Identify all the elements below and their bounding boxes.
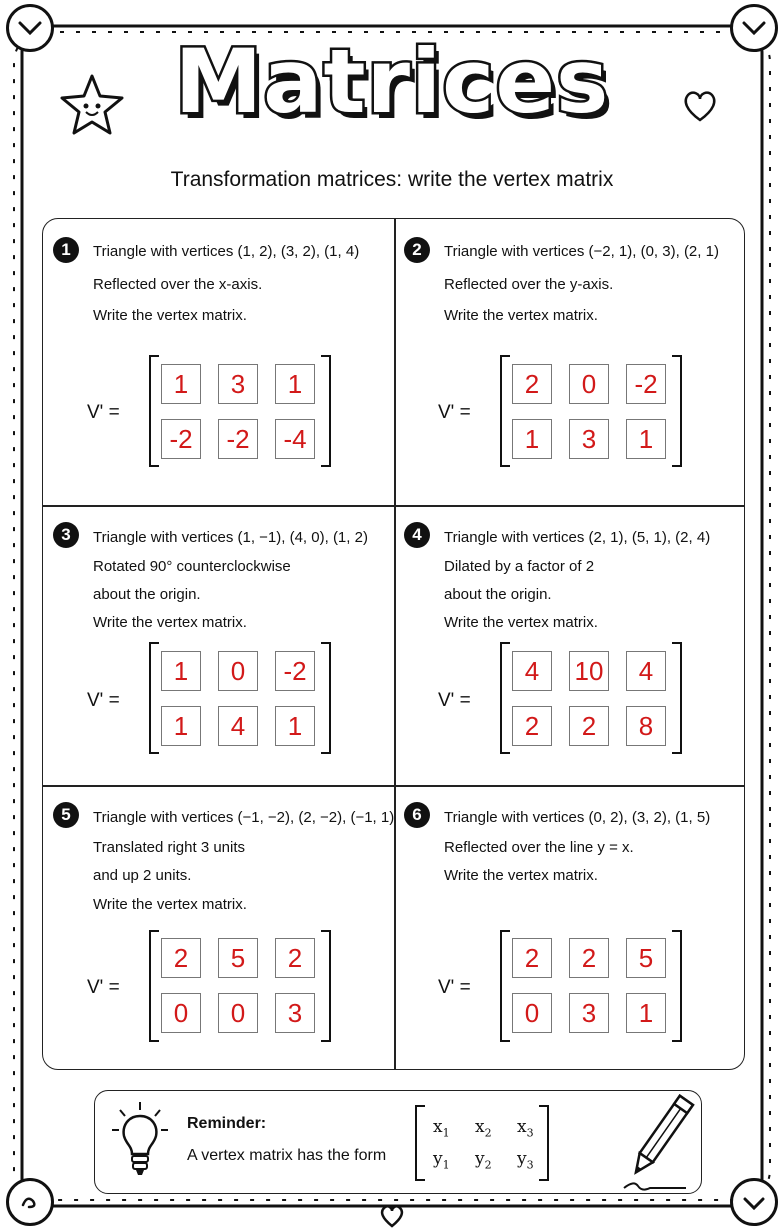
pencil-icon	[620, 1088, 700, 1198]
problem-grid	[42, 218, 745, 1070]
answer-box[interactable]: -2	[626, 364, 666, 404]
problem-text: Reflected over the x-axis.	[93, 276, 263, 293]
left-bracket	[149, 930, 159, 1042]
problem-5	[43, 786, 394, 1070]
problem-text: and up 2 units.	[93, 867, 192, 884]
reminder-text: A vertex matrix has the form	[187, 1147, 387, 1164]
problem-number: 3	[53, 522, 79, 548]
reminder-box	[94, 1090, 702, 1194]
answer-box[interactable]: 2	[569, 938, 609, 978]
problem-4	[394, 506, 745, 785]
problem-number: 4	[404, 522, 430, 548]
answer-box[interactable]: 1	[275, 706, 315, 746]
answer-box[interactable]: 5	[626, 938, 666, 978]
answer-box[interactable]: 1	[626, 419, 666, 459]
problem-text: Translated right 3 units	[93, 839, 246, 856]
answer-box[interactable]: -4	[275, 419, 315, 459]
page-title: Matrices	[174, 30, 610, 133]
answer-box[interactable]: 2	[512, 706, 552, 746]
answer-box[interactable]: 3	[569, 993, 609, 1033]
problem-3	[43, 506, 394, 785]
answer-box[interactable]: 0	[161, 993, 201, 1033]
answer-box[interactable]: 2	[512, 364, 552, 404]
left-bracket	[149, 355, 159, 467]
answer-box[interactable]: -2	[218, 419, 258, 459]
matrix-label: V' =	[87, 977, 120, 998]
left-bracket	[500, 642, 510, 754]
matrix-label: V' =	[87, 402, 120, 423]
matrix-entry: $y_2$	[475, 1149, 492, 1172]
problem-text: about the origin.	[93, 586, 201, 603]
swirl-corner-icon	[730, 1178, 778, 1226]
problem-2	[394, 219, 745, 505]
matrix-entry: $x_3$	[517, 1117, 534, 1140]
problem-text: Triangle with vertices (−2, 1), (0, 3), (2, 1)	[444, 243, 719, 260]
problem-text: Write the vertex matrix.	[444, 614, 598, 631]
right-bracket	[321, 930, 331, 1042]
answer-box[interactable]: 2	[569, 706, 609, 746]
problem-number: 6	[404, 802, 430, 828]
matrix-label: V' =	[438, 690, 471, 711]
problem-text: Triangle with vertices (2, 1), (5, 1), (2, 4)	[444, 529, 711, 546]
left-bracket	[500, 930, 510, 1042]
left-bracket	[500, 355, 510, 467]
problem-text: Triangle with vertices (−1, −2), (2, −2), (−1, 1)	[93, 809, 395, 826]
problem-text: Write the vertex matrix.	[93, 896, 247, 913]
matrix-entry: $y_1$	[433, 1149, 450, 1172]
answer-box[interactable]: 4	[512, 651, 552, 691]
answer-box[interactable]: 1	[161, 651, 201, 691]
matrix-entry: $x_1$	[433, 1117, 450, 1140]
right-bracket	[672, 642, 682, 754]
title-container	[0, 30, 784, 133]
answer-box[interactable]: 0	[569, 364, 609, 404]
problem-number: 2	[404, 237, 430, 263]
answer-box[interactable]: 4	[218, 706, 258, 746]
right-bracket	[672, 930, 682, 1042]
problem-text: Write the vertex matrix.	[444, 307, 598, 324]
answer-box[interactable]: 3	[569, 419, 609, 459]
answer-box[interactable]: 0	[218, 651, 258, 691]
reminder-title: Reminder:	[187, 1115, 267, 1132]
problem-number: 5	[53, 802, 79, 828]
reminder-matrix	[415, 1105, 551, 1181]
lightbulb-icon	[108, 1100, 172, 1180]
answer-box[interactable]: 1	[512, 419, 552, 459]
problem-text: Write the vertex matrix.	[93, 614, 247, 631]
answer-box[interactable]: 10	[569, 651, 609, 691]
answer-box[interactable]: 2	[512, 938, 552, 978]
problem-text: Triangle with vertices (1, −1), (4, 0), (1, 2)	[93, 529, 368, 546]
answer-box[interactable]: 1	[275, 364, 315, 404]
problem-text: Rotated 90° counterclockwise	[93, 558, 291, 575]
matrix-entry: $y_3$	[517, 1149, 534, 1172]
page-subtitle: Transformation matrices: write the vertex matrix	[170, 168, 614, 191]
answer-box[interactable]: -2	[161, 419, 201, 459]
answer-box[interactable]: 1	[161, 706, 201, 746]
matrix-label: V' =	[438, 977, 471, 998]
answer-box[interactable]: 1	[626, 993, 666, 1033]
left-bracket	[149, 642, 159, 754]
problem-text: Write the vertex matrix.	[444, 867, 598, 884]
answer-box[interactable]: 2	[275, 938, 315, 978]
problem-6	[394, 786, 745, 1070]
right-bracket	[539, 1105, 549, 1181]
swirl-corner-icon	[6, 1178, 54, 1226]
answer-box[interactable]: 5	[218, 938, 258, 978]
problem-text: Reflected over the y-axis.	[444, 276, 614, 293]
answer-box[interactable]: 2	[161, 938, 201, 978]
answer-box[interactable]: 3	[218, 364, 258, 404]
problem-number: 1	[53, 237, 79, 263]
right-bracket	[321, 355, 331, 467]
left-bracket	[415, 1105, 425, 1181]
problem-1	[43, 219, 394, 505]
problem-text: Triangle with vertices (0, 2), (3, 2), (1, 5)	[444, 809, 711, 826]
right-bracket	[321, 642, 331, 754]
problem-text: Triangle with vertices (1, 2), (3, 2), (1, 4)	[93, 243, 360, 260]
answer-box[interactable]: 1	[161, 364, 201, 404]
matrix-label: V' =	[87, 690, 120, 711]
matrix-entry: $x_2$	[475, 1117, 492, 1140]
matrix-label: V' =	[438, 402, 471, 423]
heart-icon	[378, 1204, 406, 1228]
answer-box[interactable]: 4	[626, 651, 666, 691]
answer-box[interactable]: 0	[512, 993, 552, 1033]
right-bracket	[672, 355, 682, 467]
problem-text: about the origin.	[444, 586, 552, 603]
problem-text: Dilated by a factor of 2	[444, 558, 595, 575]
answer-box[interactable]: 3	[275, 993, 315, 1033]
answer-box[interactable]: -2	[275, 651, 315, 691]
answer-box[interactable]: 0	[218, 993, 258, 1033]
answer-box[interactable]: 8	[626, 706, 666, 746]
problem-text: Reflected over the line y = x.	[444, 839, 634, 856]
problem-text: Write the vertex matrix.	[93, 307, 247, 324]
